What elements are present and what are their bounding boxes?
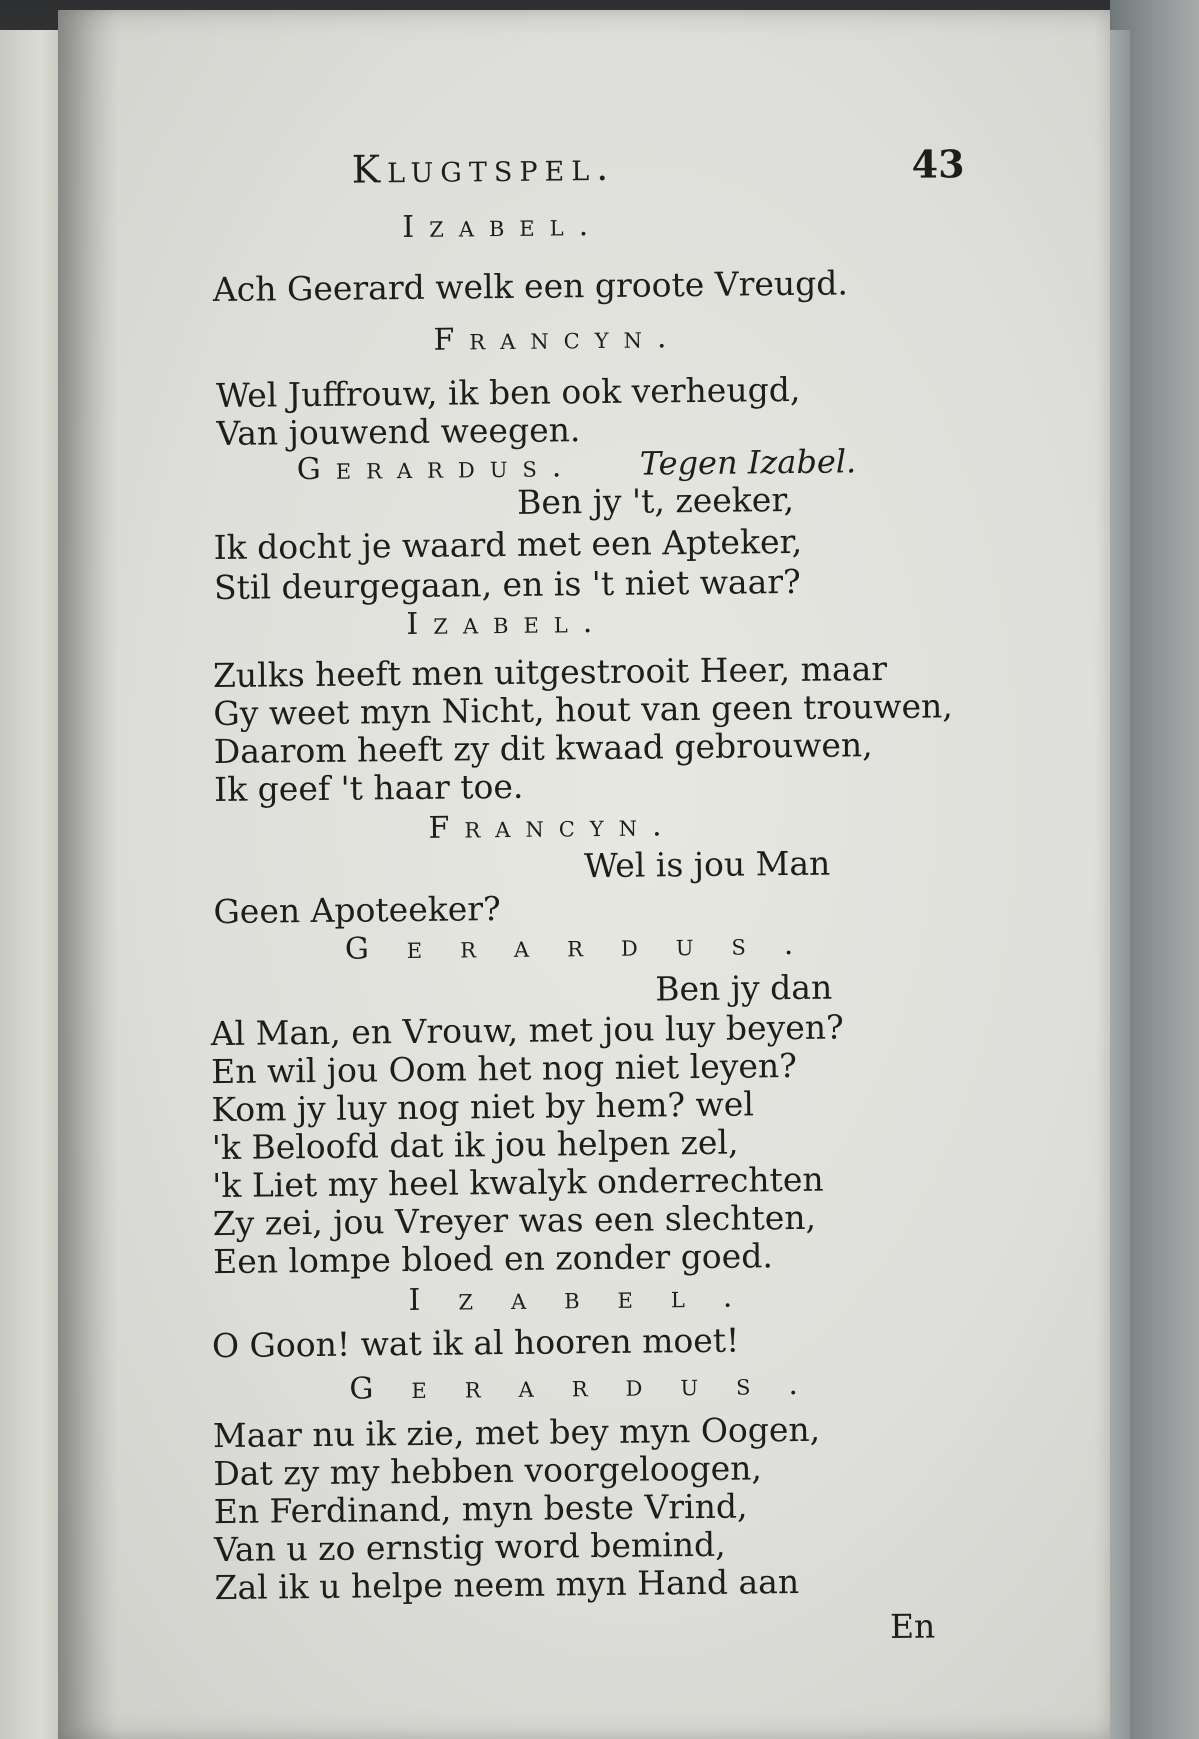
speaker-heading: Gerardus.: [349, 1366, 837, 1407]
verse-line: Stil deurgegaan, en is 't niet waar?: [213, 561, 801, 608]
verse-line: Ik geef 't haar toe.: [213, 766, 524, 810]
catchword: En: [889, 1606, 936, 1647]
verse-line: Zulks heeft men uitgestrooit Heer, maar: [212, 649, 888, 696]
verse-line: Een lompe bloed en zonder goed.: [212, 1236, 774, 1282]
verse-line: Van jouwend weegen.: [216, 410, 581, 454]
speaker-heading: Francyn.: [428, 808, 677, 846]
stage-direction: Tegen Izabel.: [639, 442, 857, 483]
speaker-heading: Francyn.: [433, 320, 682, 358]
verse-line: Al Man, en Vrouw, met jou luy beyen?: [210, 1007, 844, 1054]
verse-line: En wil jou Oom het nog niet leyen?: [210, 1045, 798, 1092]
spine-shadow: [58, 10, 118, 1739]
verse-line: 'k Liet my heel kwalyk onderrechten: [212, 1159, 824, 1206]
speaker-heading: Gerardus.: [344, 926, 832, 967]
verse-line: O Goon! wat ik al hooren moet!: [211, 1320, 740, 1366]
verse-line: Geen Apoteeker?: [213, 889, 501, 932]
verse-line: En Ferdinand, myn beste Vrind,: [213, 1486, 748, 1532]
page-number: 43: [911, 141, 965, 187]
verse-line: Zal ik u helpe neem myn Hand aan: [214, 1561, 800, 1608]
verse-line: Dat zy my hebben voorgeloogen,: [213, 1448, 763, 1494]
speaker-heading: Izabel.: [408, 1279, 771, 1319]
verse-line: Wel is jou Man: [583, 843, 831, 886]
verse-line: Ik docht je waard met een Apteker,: [213, 521, 803, 568]
verse-line: Ben jy dan: [655, 967, 833, 1009]
verse-line: Maar nu ik zie, met bey myn Oogen,: [212, 1409, 821, 1456]
verse-line: 'k Beloofd dat ik jou helpen zel,: [211, 1122, 739, 1168]
verse-line: Kom jy luy nog niet by hem? wel: [211, 1084, 755, 1130]
page-text: [120, 1, 1020, 1647]
verse-line: Ach Geerard welk een groote Vreugd.: [212, 263, 849, 310]
speaker-heading: Izabel.: [402, 207, 604, 246]
verse-line: Gy weet myn Nicht, hout van geen trouwen,: [213, 686, 953, 734]
verse-line: Daarom heeft zy dit kwaad gebrouwen,: [213, 725, 873, 772]
verse-line: Ben jy 't, zeeker,: [516, 479, 795, 522]
running-title: Klugtspel.: [351, 144, 616, 192]
verse-line: Zy zei, jou Vreyer was een slechten,: [212, 1197, 817, 1244]
verse-line: Van u zo ernstig word bemind,: [213, 1524, 726, 1570]
speaker-heading: Gerardus.: [296, 449, 577, 488]
speaker-heading: Izabel.: [406, 604, 608, 643]
verse-line: Wel Juffrouw, ik ben ook verheugd,: [215, 369, 801, 416]
book-page: [58, 10, 1110, 1739]
